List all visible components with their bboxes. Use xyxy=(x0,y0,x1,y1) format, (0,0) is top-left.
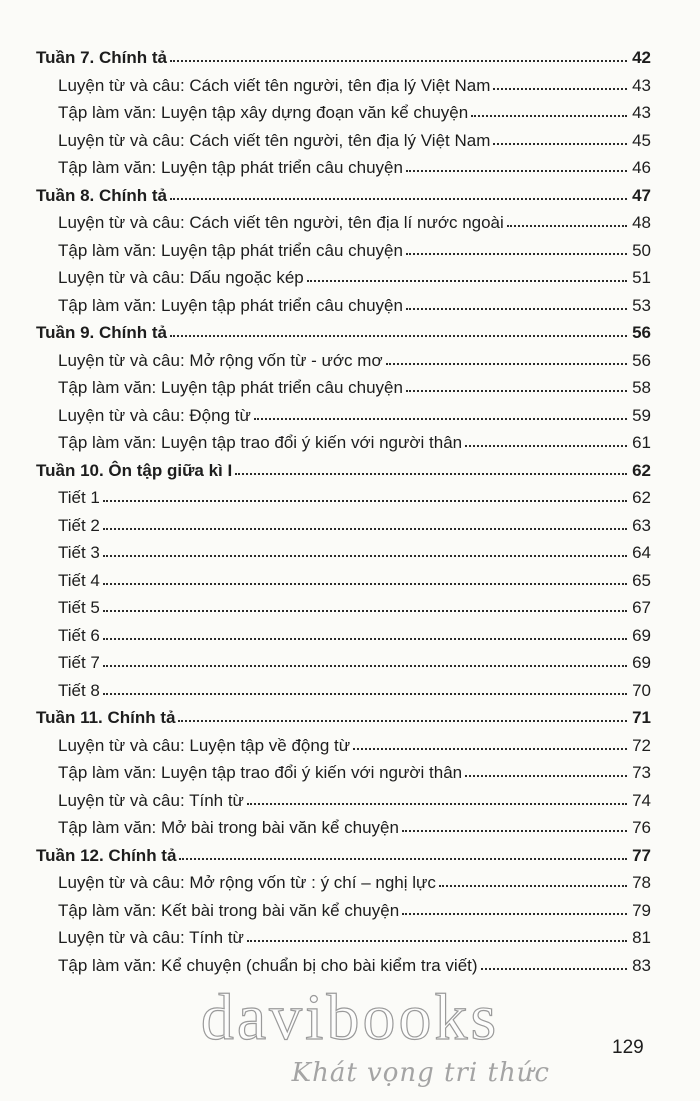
toc-entry xyxy=(36,649,651,677)
toc-entry-title: Tập làm văn: Luyện tập trao đổi ý kiến với người thân xyxy=(58,433,463,452)
toc-entry xyxy=(36,429,651,457)
toc-entry-page: 78 xyxy=(632,873,651,892)
toc-entry-page: 63 xyxy=(632,515,651,535)
toc-entry-title: Tiết 2 xyxy=(58,515,100,535)
toc-entry-title: Tuần 9. Chính tả xyxy=(36,323,167,342)
toc-entry-title: Tập làm văn: Luyện tập phát triển câu chuyện xyxy=(58,378,403,397)
dot-leader xyxy=(247,802,627,805)
dot-leader xyxy=(103,499,627,502)
dot-leader xyxy=(254,417,627,420)
toc-entry xyxy=(36,347,651,375)
toc-entry-title: Tiết 5 xyxy=(58,598,100,617)
toc-entry xyxy=(36,237,651,265)
toc-entry xyxy=(36,264,651,292)
dot-leader xyxy=(103,609,627,612)
toc-week-heading xyxy=(36,182,651,210)
dot-leader xyxy=(465,774,627,777)
dot-leader xyxy=(103,692,627,695)
toc-entry-page: 74 xyxy=(632,790,651,810)
toc-entry-page: 45 xyxy=(632,130,651,150)
toc-entry-page: 48 xyxy=(632,213,651,232)
toc-entry-page: 69 xyxy=(632,625,651,645)
toc-entry-page: 62 xyxy=(632,488,651,507)
toc-entry xyxy=(36,154,651,182)
toc-entry-page: 59 xyxy=(632,405,651,425)
toc-entry xyxy=(36,484,651,512)
toc-entry-page: 73 xyxy=(632,763,651,782)
toc-entry xyxy=(36,787,651,815)
toc-entry-title: Tập làm văn: Mở bài trong bài văn kể chuyện xyxy=(58,818,399,837)
toc-entry xyxy=(36,127,651,155)
dot-leader xyxy=(179,857,627,860)
toc-entry-title: Luyện từ và câu: Cách viết tên người, tên địa lý Việt Nam xyxy=(58,75,491,95)
toc-entry-page: 79 xyxy=(632,900,651,920)
dot-leader xyxy=(386,362,627,365)
dot-leader xyxy=(402,912,627,915)
toc-entry-title: Tập làm văn: Luyện tập phát triển câu chuyện xyxy=(58,158,403,177)
toc-entry-title: Luyện từ và câu: Mở rộng vốn từ - ước mơ xyxy=(58,350,383,370)
toc-entry-title: Tiết 3 xyxy=(58,543,100,562)
toc-entry-title: Tuần 10. Ôn tập giữa kì I xyxy=(36,460,233,480)
toc-week-heading xyxy=(36,704,651,732)
watermark-tagline: Khát vọng tri thức xyxy=(291,1058,550,1088)
watermark-brand: davibooks xyxy=(200,981,500,1054)
toc-entry-page: 81 xyxy=(632,928,651,947)
toc-week-heading xyxy=(36,457,651,485)
toc-entry-title: Tiết 4 xyxy=(58,570,100,590)
dot-leader xyxy=(439,884,627,887)
toc-entry-title: Tiết 1 xyxy=(58,488,100,507)
toc-entry-page: 53 xyxy=(632,295,651,315)
toc-entry xyxy=(36,99,651,127)
toc-entry-title: Tập làm văn: Luyện tập phát triển câu chuyện xyxy=(58,295,403,315)
toc-entry-page: 83 xyxy=(632,955,651,975)
dot-leader xyxy=(465,444,627,447)
toc-entry xyxy=(36,72,651,100)
dot-leader xyxy=(170,197,627,200)
toc-entry-title: Tuần 12. Chính tả xyxy=(36,845,177,865)
toc-entry xyxy=(36,897,651,925)
toc-entry-title: Luyện từ và câu: Mở rộng vốn từ : ý chí – nghị lực xyxy=(58,873,436,892)
toc-entry xyxy=(36,594,651,622)
toc-entry-page: 47 xyxy=(632,185,651,205)
toc-entry-page: 61 xyxy=(632,433,651,452)
dot-leader xyxy=(353,747,627,750)
dot-leader xyxy=(170,334,627,337)
dot-leader xyxy=(481,967,627,970)
toc-entry xyxy=(36,209,651,237)
toc-entry-page: 69 xyxy=(632,653,651,672)
dot-leader xyxy=(406,307,627,310)
toc-entry-title: Tập làm văn: Luyện tập phát triển câu chuyện xyxy=(58,240,403,260)
toc-entry-page: 50 xyxy=(632,240,651,260)
toc-entry xyxy=(36,402,651,430)
toc-entry xyxy=(36,512,651,540)
toc-entry-title: Tiết 6 xyxy=(58,625,100,645)
toc-entry-page: 62 xyxy=(632,460,651,480)
toc-entry-title: Tuần 7. Chính tả xyxy=(36,48,167,67)
dot-leader xyxy=(103,554,627,557)
dot-leader xyxy=(235,472,627,475)
toc-week-heading xyxy=(36,842,651,870)
toc-entry-page: 43 xyxy=(632,75,651,95)
toc-entry-title: Tập làm văn: Kể chuyện (chuẩn bị cho bài kiểm tra viết) xyxy=(58,955,478,975)
toc-week-heading xyxy=(36,44,651,72)
toc-entry xyxy=(36,622,651,650)
toc-entry-page: 76 xyxy=(632,818,651,837)
toc-entry-title: Luyện từ và câu: Cách viết tên người, tên địa lý Việt Nam xyxy=(58,130,491,150)
toc-entry-page: 67 xyxy=(632,598,651,617)
dot-leader xyxy=(103,664,627,667)
toc-entry xyxy=(36,814,651,842)
dot-leader xyxy=(307,279,627,282)
toc-entry xyxy=(36,539,651,567)
toc-entry xyxy=(36,952,651,980)
toc-entry-page: 72 xyxy=(632,735,651,755)
toc-entry-title: Tiết 8 xyxy=(58,680,100,700)
toc-entry-page: 77 xyxy=(632,845,651,865)
toc-entry-title: Tập làm văn: Luyện tập xây dựng đoạn văn kể chuyện xyxy=(58,103,469,122)
toc-entry xyxy=(36,924,651,952)
dot-leader xyxy=(507,224,627,227)
dot-leader xyxy=(406,389,627,392)
toc-entry-title: Luyện từ và câu: Tính từ xyxy=(58,928,244,947)
toc-entry-page: 70 xyxy=(632,680,651,700)
toc-entry-page: 64 xyxy=(632,543,651,562)
toc-week-heading xyxy=(36,319,651,347)
toc-entry-title: Luyện từ và câu: Động từ xyxy=(58,405,251,425)
toc-entry-page: 46 xyxy=(632,158,651,177)
toc-entry-title: Tiết 7 xyxy=(58,653,100,672)
toc-entry-title: Luyện từ và câu: Tính từ xyxy=(58,790,244,810)
toc-entry xyxy=(36,869,651,897)
dot-leader xyxy=(402,829,627,832)
toc-entry-page: 42 xyxy=(632,48,651,67)
dot-leader xyxy=(103,527,627,530)
toc-entry xyxy=(36,732,651,760)
toc-entry-title: Tuần 8. Chính tả xyxy=(36,185,167,205)
toc-entry-title: Tuần 11. Chính tả xyxy=(36,708,176,727)
toc-entry xyxy=(36,759,651,787)
toc-entry-page: 43 xyxy=(632,103,651,122)
toc-entry-title: Tập làm văn: Luyện tập trao đổi ý kiến với người thân xyxy=(58,763,463,782)
toc-entry-page: 58 xyxy=(632,378,651,397)
dot-leader xyxy=(178,719,627,722)
dot-leader xyxy=(103,637,627,640)
toc-entry-page: 56 xyxy=(632,350,651,370)
toc-entry-title: Luyện từ và câu: Dấu ngoặc kép xyxy=(58,268,304,287)
toc-entry-title: Luyện từ và câu: Luyện tập về động từ xyxy=(58,735,351,755)
toc-entry xyxy=(36,292,651,320)
dot-leader xyxy=(493,142,627,145)
table-of-contents xyxy=(36,44,651,979)
page-number: 129 xyxy=(612,1037,644,1058)
toc-entry xyxy=(36,567,651,595)
toc-entry-page: 65 xyxy=(632,570,651,590)
toc-entry-title: Luyện từ và câu: Cách viết tên người, tên địa lí nước ngoài xyxy=(58,213,504,232)
dot-leader xyxy=(406,252,627,255)
dot-leader xyxy=(247,939,627,942)
toc-entry-title: Tập làm văn: Kết bài trong bài văn kể chuyện xyxy=(58,900,400,920)
dot-leader xyxy=(471,114,627,117)
dot-leader xyxy=(406,169,627,172)
toc-entry-page: 56 xyxy=(632,323,651,342)
dot-leader xyxy=(170,59,627,62)
toc-entry-page: 51 xyxy=(632,268,651,287)
toc-entry-page: 71 xyxy=(632,708,651,727)
dot-leader xyxy=(493,87,627,90)
dot-leader xyxy=(103,582,627,585)
toc-entry xyxy=(36,677,651,705)
toc-entry xyxy=(36,374,651,402)
